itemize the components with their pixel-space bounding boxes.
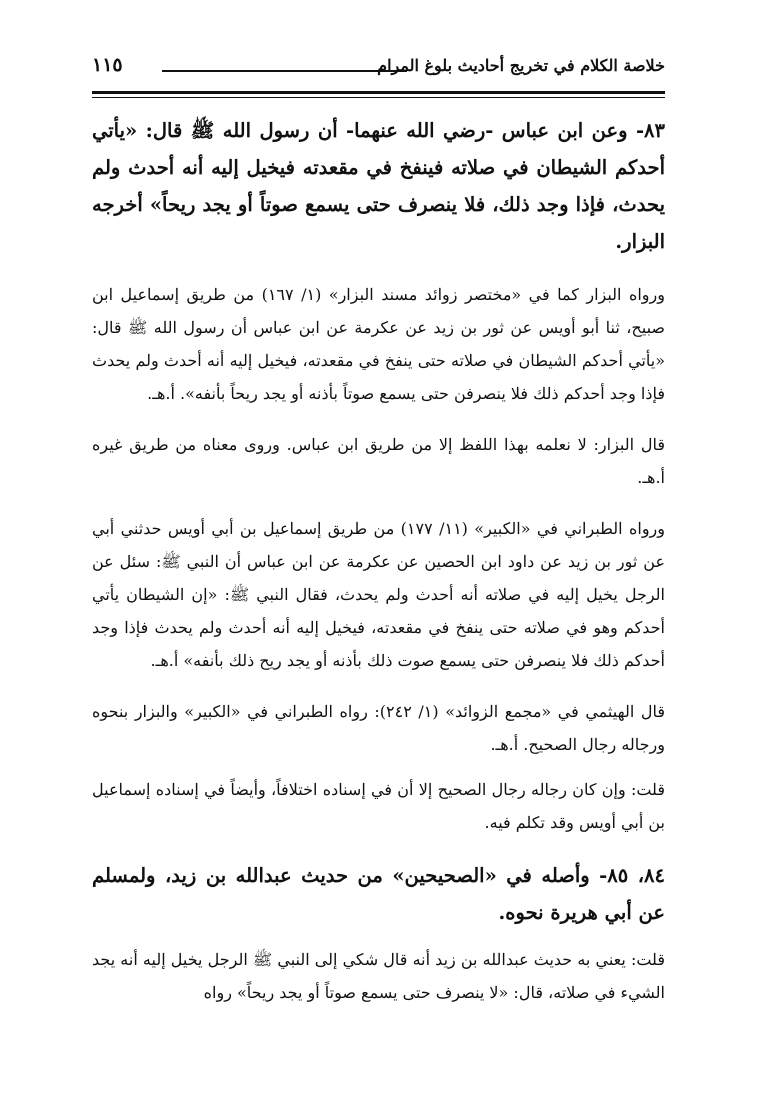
paragraph-hadith-84-85: ٨٤، ٨٥- وأصله في «الصحيحين» من حديث عبدالله بن زيد، ولمسلم عن أبي هريرة نحوه. [92, 864, 665, 924]
page-body [92, 112, 665, 1027]
page-number: ١١٥ [92, 54, 123, 76]
paragraph-bazzar-narration: ورواه البزار كما في «مختصر زوائد مسند البزار» (١/ ١٦٧) من طريق إسماعيل ابن صبيح، ثنا أبو أويس عن ثور بن زيد عن عكرمة عن ابن عباس أن رسول الله ﷺ قال: «يأتي أحدكم الشيطان في صلاته حتى ينفخ في مقعدته، فيخيل إليه أنه أحدث ولم يحدث فإذا وجد أحدكم ذلك فلا ينصرفن حتى يسمع صوتاً بأذنه أو يجد ريحاً بأنفه». أ.هـ. [92, 285, 665, 403]
book-title: خلاصة الكلام في تخريج أحاديث بلوغ المرام [377, 56, 665, 75]
running-header [92, 54, 665, 86]
header-divider-thin [92, 97, 665, 98]
paragraph-bazzar-comment: قال البزار: لا نعلمه بهذا اللفظ إلا من طريق ابن عباس. وروى معناه من طريق غيره أ.هـ. [92, 435, 665, 487]
paragraph-haythami-comment: قال الهيثمي في «مجمع الزوائد» (١/ ٢٤٢): رواه الطبراني في «الكبير» والبزار بنحوه ورجاله رجال الصحيح. أ.هـ. [92, 702, 665, 754]
header-divider-thick [92, 91, 665, 94]
paragraph-hadith-83: ٨٣- وعن ابن عباس -رضي الله عنهما- أن رسول الله ﷺ قال: «يأتي أحدكم الشيطان في صلاته فينفخ في مقعدته فيخيل إليه أنه أحدث ولم يحدث، فإذا وجد ذلك، فلا ينصرف حتى يسمع صوتاً أو يجد ريحاً» أخرجه البزار. [92, 119, 665, 253]
paragraph-tabarani-narration: ورواه الطبراني في «الكبير» (١١/ ١٧٧) من طريق إسماعيل بن أبي أويس حدثني أبي عن ثور بن زيد عن داود ابن الحصين عن عكرمة عن ابن عباس أن النبي ﷺ: سئل عن الرجل يخيل إليه في صلاته أنه أحدث ولم يحدث، فقال النبي ﷺ: «إن الشيطان يأتي أحدكم وهو في صلاته حتى ينفخ في مقعدته، فيخيل إليه أنه أحدث ولم يحدث فإذا وجد أحدكم ذلك فلا ينصرفن حتى يسمع صوت ذلك بأذنه أو يجد ريح ذلك بأنفه» أ.هـ. [92, 519, 666, 670]
header-rule [162, 70, 407, 72]
paragraph-author-note-1: قلت: وإن كان رجاله رجال الصحيح إلا أن في إسناده اختلافاً، وأيضاً في إسناده إسماعيل بن أبي أويس وقد تكلم فيه. [92, 780, 665, 832]
paragraph-author-note-2: قلت: يعني به حديث عبدالله بن زيد أنه قال شكي إلى النبي ﷺ الرجل يخيل إليه أنه يجد الشيء في صلاته، قال: «لا ينصرف حتى يسمع صوتاً أو يجد ريحاً» رواه [92, 950, 665, 1002]
